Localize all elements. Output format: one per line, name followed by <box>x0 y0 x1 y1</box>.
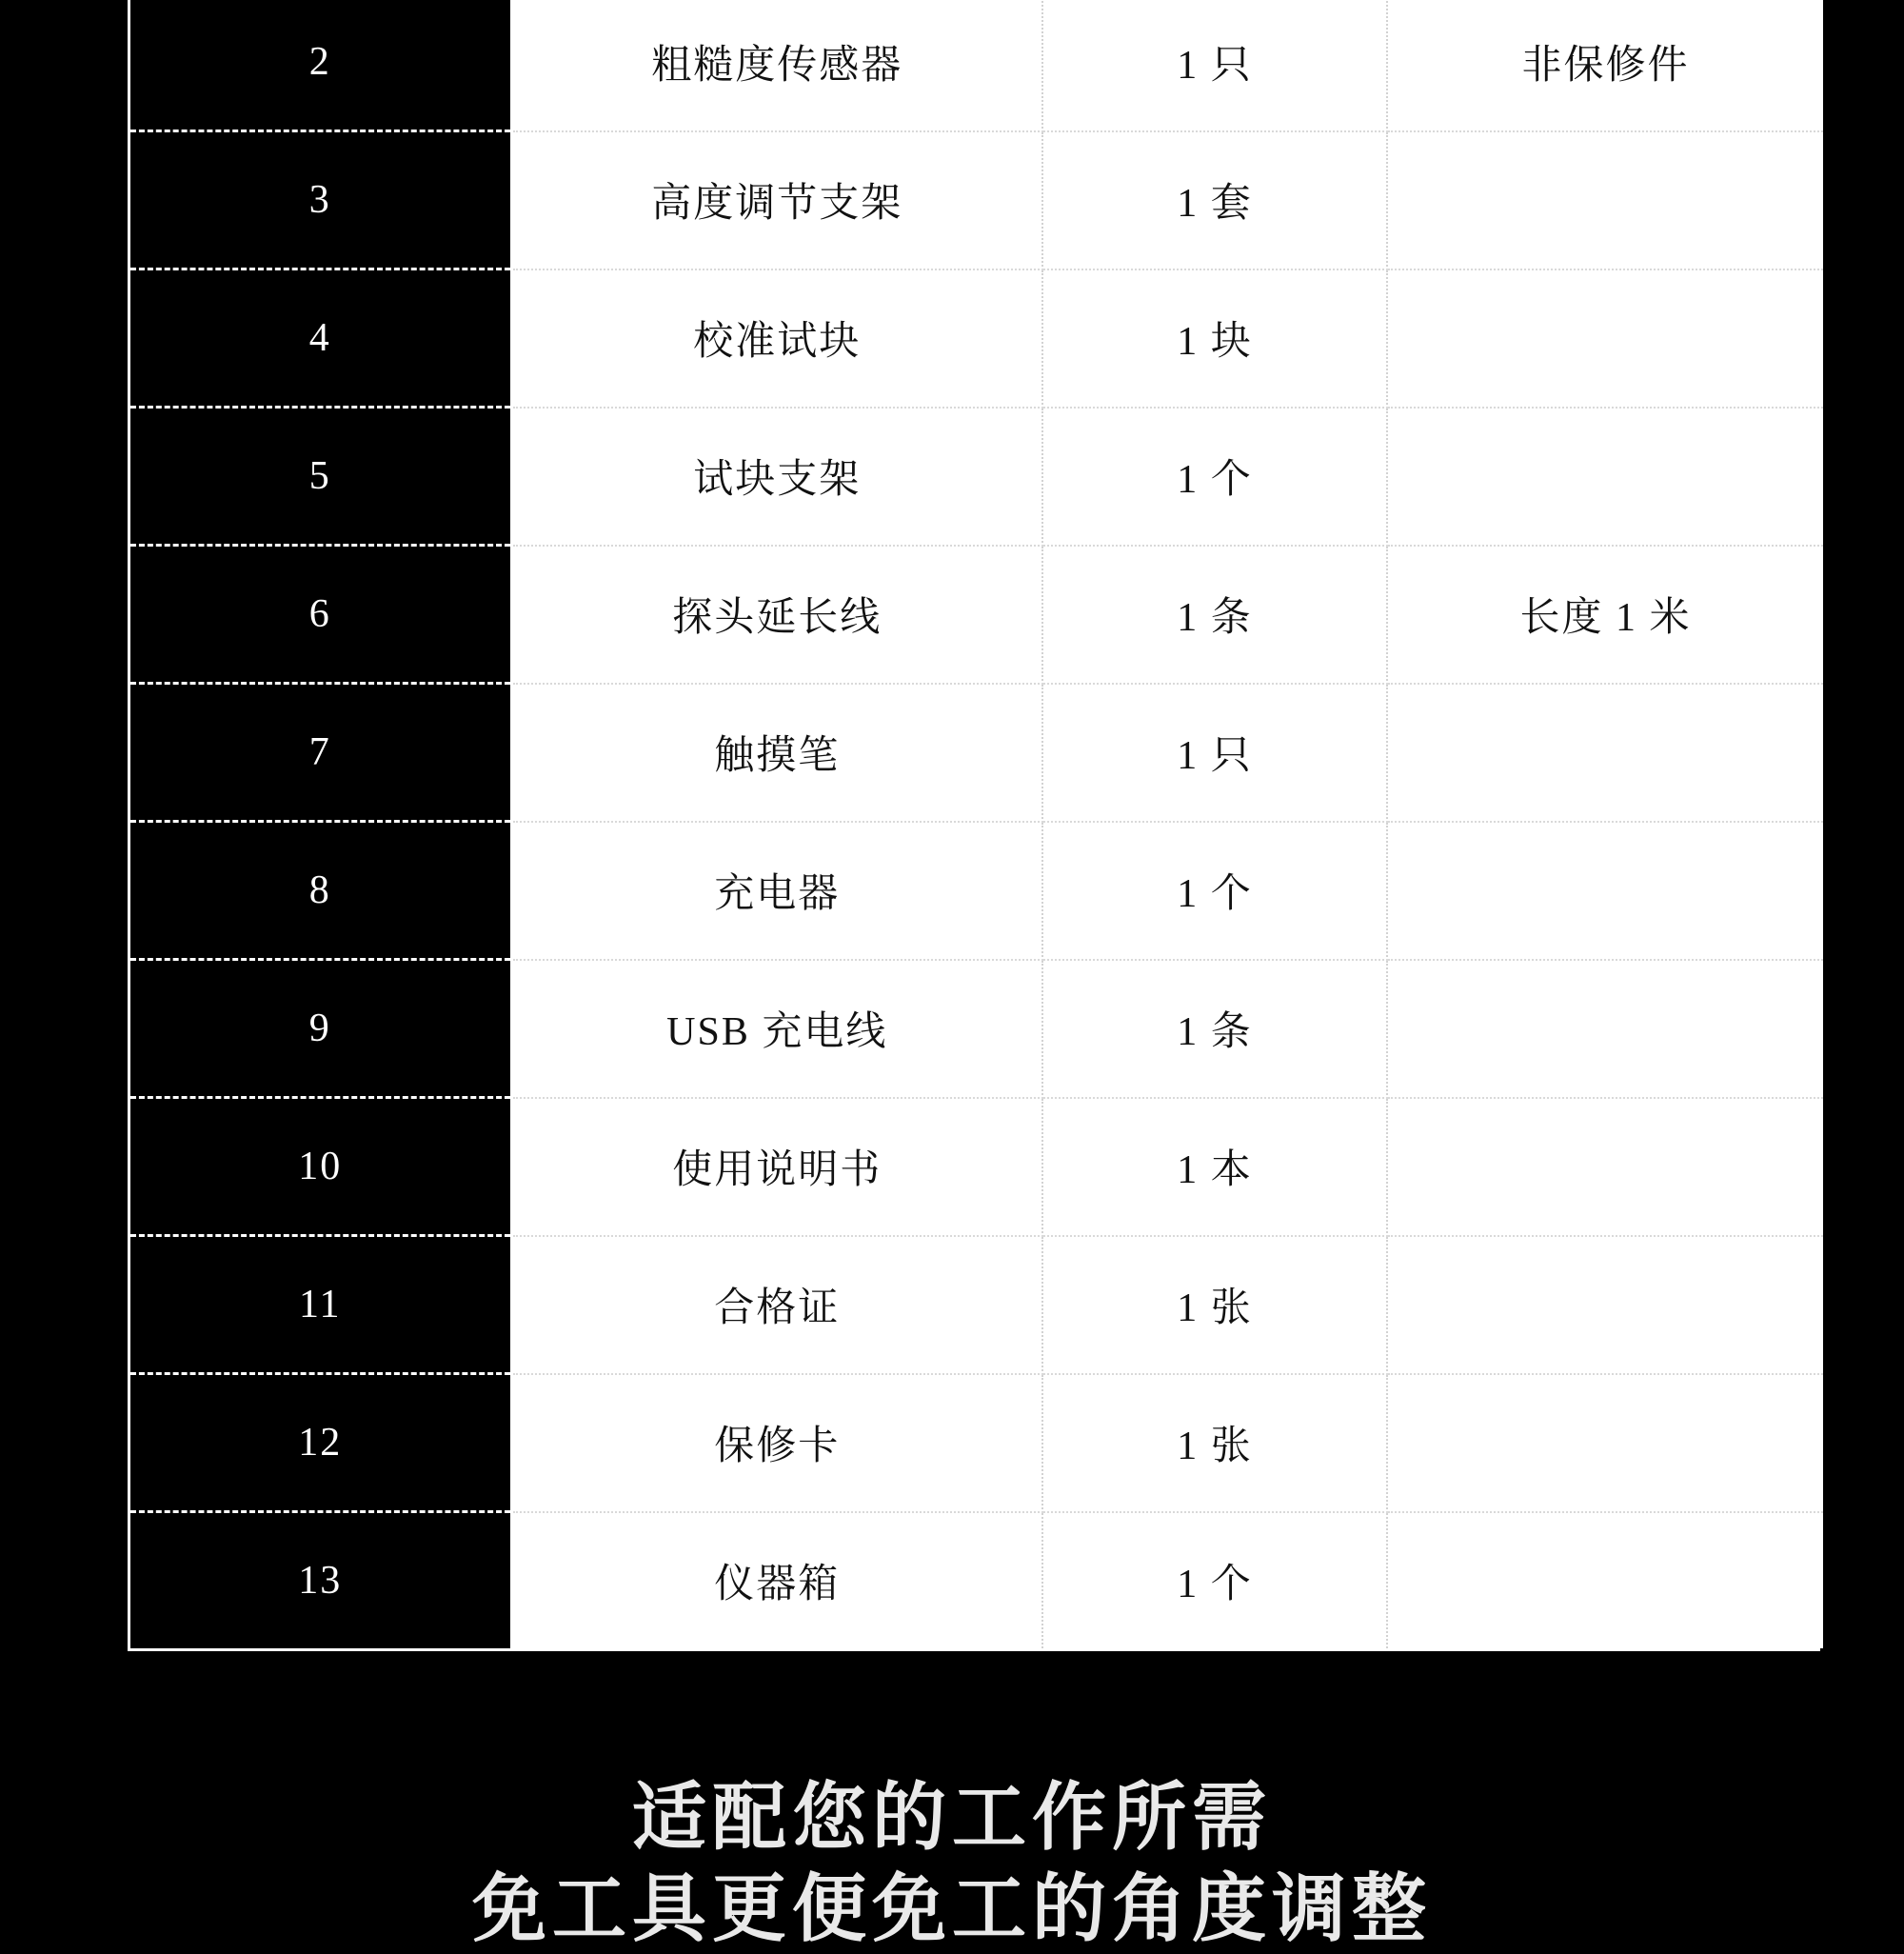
table-row <box>130 684 1823 822</box>
row-note <box>1387 131 1823 269</box>
table-row <box>130 960 1823 1098</box>
row-index: 4 <box>130 269 511 408</box>
row-name: 保修卡 <box>511 1374 1042 1512</box>
row-quantity: 1 只 <box>1042 0 1387 131</box>
row-index: 2 <box>130 0 511 131</box>
row-quantity: 1 条 <box>1042 546 1387 684</box>
table-row <box>130 546 1823 684</box>
row-quantity: 1 个 <box>1042 822 1387 960</box>
row-index: 3 <box>130 131 511 269</box>
row-note <box>1387 1098 1823 1236</box>
row-index: 10 <box>130 1098 511 1236</box>
table-row <box>130 131 1823 269</box>
table-row <box>130 269 1823 408</box>
row-quantity: 1 套 <box>1042 131 1387 269</box>
row-note: 长度 1 米 <box>1387 546 1823 684</box>
row-name: 试块支架 <box>511 408 1042 546</box>
table-row <box>130 408 1823 546</box>
row-name: 仪器箱 <box>511 1512 1042 1649</box>
table-row <box>130 1098 1823 1236</box>
row-quantity: 1 本 <box>1042 1098 1387 1236</box>
row-note <box>1387 1374 1823 1512</box>
row-quantity: 1 块 <box>1042 269 1387 408</box>
packing-list-table-body <box>130 0 1823 1648</box>
row-name: 使用说明书 <box>511 1098 1042 1236</box>
row-index: 9 <box>130 960 511 1098</box>
footer-headline-line-2: 免工具更便免工的角度调整 <box>471 1866 1432 1950</box>
table-row <box>130 1236 1823 1374</box>
row-quantity: 1 张 <box>1042 1374 1387 1512</box>
row-name: 高度调节支架 <box>511 131 1042 269</box>
table-row <box>130 1374 1823 1512</box>
row-note <box>1387 684 1823 822</box>
row-name: 充电器 <box>511 822 1042 960</box>
row-quantity: 1 只 <box>1042 684 1387 822</box>
table-row <box>130 1512 1823 1649</box>
table-row <box>130 0 1823 131</box>
row-index: 13 <box>130 1512 511 1649</box>
row-quantity: 1 张 <box>1042 1236 1387 1374</box>
row-name: 粗糙度传感器 <box>511 0 1042 131</box>
row-quantity: 1 条 <box>1042 960 1387 1098</box>
row-index: 8 <box>130 822 511 960</box>
row-name: 探头延长线 <box>511 546 1042 684</box>
row-index: 7 <box>130 684 511 822</box>
row-name: 触摸笔 <box>511 684 1042 822</box>
row-index: 12 <box>130 1374 511 1512</box>
row-note <box>1387 1236 1823 1374</box>
row-note <box>1387 408 1823 546</box>
packing-list-table <box>130 0 1823 1648</box>
row-note <box>1387 1512 1823 1649</box>
row-quantity: 1 个 <box>1042 1512 1387 1649</box>
footer-headline-line-1: 适配您的工作所需 <box>631 1775 1272 1859</box>
row-name: 合格证 <box>511 1236 1042 1374</box>
row-note: 非保修件 <box>1387 0 1823 131</box>
packing-list-table-container <box>128 0 1820 1651</box>
row-name: 校准试块 <box>511 269 1042 408</box>
footer-headline <box>0 1771 1904 1954</box>
row-quantity: 1 个 <box>1042 408 1387 546</box>
row-note <box>1387 960 1823 1098</box>
table-row <box>130 822 1823 960</box>
row-name: USB 充电线 <box>511 960 1042 1098</box>
row-note <box>1387 822 1823 960</box>
row-index: 5 <box>130 408 511 546</box>
row-index: 6 <box>130 546 511 684</box>
row-index: 11 <box>130 1236 511 1374</box>
row-note <box>1387 269 1823 408</box>
